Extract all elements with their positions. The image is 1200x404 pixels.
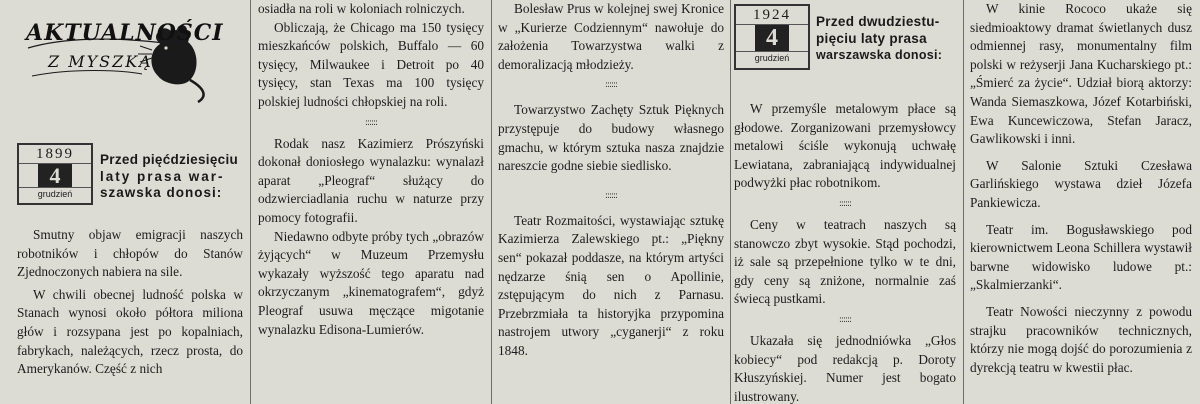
article-paragraph: Teatr im. Bogusławskiego pod kierownictwem Leona Schillera wystawił barwne widowisko ludowe pt.: „Skalmierzanki“.: [970, 221, 1192, 293]
date-month: grudzień: [19, 187, 91, 201]
column-5: [970, 0, 1192, 404]
heading-1924: [816, 14, 956, 64]
date-box-1899: [17, 143, 93, 205]
article-paragraph: W kinie Rococo ukaże się siedmioaktowy dramat świetlanych dusz odmiennej rasy, monumentalny film polski w reżyserji Jana Kucharskiego pt.: „Śmierć za życie“. Udział biorą aktorzy: Wanda Siemaszkowa, Józef Kotarbiński, Ewa Kuncewiczowa, Stefan Jaracz, Gawlikowski i inni.: [970, 1, 1192, 147]
date-year: 1899: [19, 145, 91, 164]
article-paragraph: Smutny objaw emigracji naszych robotników i chłopów do Stanów Zjednoczonych nabiera na sile.: [17, 227, 243, 280]
masthead-logo: [22, 4, 224, 112]
article-paragraph: Teatr Rozmaitości, wystawiając sztukę Kazimierza Zalewskiego pt.: „Piękny sen“ pokazał poddasze, na którym artyści nędzarze śnią sen o Apollinie, zstępującym do nich z Parnasu. Przebrzmiała ta historyjka przypomina nastrojem utwory „cyganerji“ z roku 1848.: [498, 212, 724, 358]
article-paragraph: Ukazała się jednodniówka „Głos kobiecy“ pod redakcją p. Doroty Kłuszyńskiej. Numer jest bogato ilustrowany.: [734, 332, 956, 404]
article-paragraph: Towarzystwo Zachęty Sztuk Pięknych przystępuje do budowy własnego gmachu, w którym sztuka nasza znajdzie nareszcie godne siebie siedlisko.: [498, 102, 724, 174]
column-3: [498, 0, 724, 404]
article-paragraph: Obliczają, że Chicago ma 150 tysięcy mieszkańców polskich, Buffalo — 60 tysięcy, Milwaukee i Detroit po 40 tysięcy, stan Texas ma 100 tysięcy polskiej ludności chłopskiej na roli.: [258, 19, 484, 109]
date-day: 4: [38, 164, 72, 187]
column-4: [734, 100, 956, 404]
separator: ::::::: [838, 314, 852, 325]
heading-line: Przed pięćdziesięciu: [100, 152, 239, 167]
column-1: [17, 226, 243, 404]
separator: ::::::: [838, 198, 852, 209]
separator: ::::::: [604, 80, 618, 91]
date-year: 1924: [736, 6, 808, 25]
date-box-1924: [734, 4, 810, 70]
article-paragraph: W Salonie Sztuki Czesława Garlińskiego wystawa dzieł Józefa Pankiewicza.: [970, 157, 1192, 210]
article-paragraph: Ceny w teatrach naszych są stanowczo zbyt wysokie. Stąd pochodzi, iż sale są przepełnione tylko w te dni, gdy ceny są zniżone, normalnie zaś świecą pustkami.: [734, 216, 956, 307]
article-paragraph: W przemyśle metalowym płace są głodowe. Zorganizowani przemysłowcy metalowi ściśle wykonują uchwałę Lewiatana, zabraniającą indywidualnej podwyżki płac robotnikom.: [734, 101, 956, 191]
article-paragraph: osiadła na roli w koloniach rolniczych.: [258, 1, 465, 16]
masthead-title: AKTUALNOŚCI: [26, 20, 224, 46]
heading-line: pięciu laty prasa: [816, 30, 927, 46]
column-rule: [491, 0, 492, 404]
masthead-subtitle: Z MYSZKĄ: [48, 52, 153, 71]
article-paragraph: Bolesław Prus w kolejnej swej Kronice w „Kurierze Codziennym“ nawołuje do założenia Towarzystwa walki z demoralizacją młodzieży.: [498, 1, 724, 72]
article-paragraph: Rodak nasz Kazimierz Prószyński dokonał doniosłego wynalazku: wynalazł aparat „Pleograf“ służący do odzwierciadlania ruchu w naturze przy pomocy fotografii.: [258, 135, 484, 225]
article-paragraph: Teatr Nowości nieczynny z powodu strajku pracowników technicznych, którzy nie mogą dojść do porozumienia z dyrekcją teatru w kwestii płac.: [970, 303, 1192, 375]
heading-line: warszawska donosi:: [816, 48, 943, 62]
date-day: 4: [755, 25, 789, 51]
separator: ::::::: [364, 117, 378, 128]
separator: ::::::: [604, 190, 618, 201]
date-month: grudzień: [736, 51, 808, 65]
heading-1899: [100, 152, 240, 202]
column-rule: [250, 0, 251, 404]
column-rule: [963, 0, 964, 404]
column-rule: [730, 0, 731, 404]
heading-line: szawska donosi:: [100, 185, 223, 200]
heading-line: Przed dwudziestu-: [816, 14, 940, 29]
article-paragraph: Niedawno odbyte próby tych „obrazów żyjących“ w Muzeum Przemysłu wykazały wyższość tego aparatu nad okrzyczanym „kinematografem“, gdyż Pleograf usuwa męczące migotanie wynalazku Edisona-Lumierów.: [258, 228, 484, 337]
article-paragraph: W chwili obecnej ludność polska w Stanach wynosi około półtora miliona głów i rozsypana jest po kopalniach, fabrykach, należących, rzecz prosta, do Amerykanów. Część z nich: [17, 286, 243, 377]
column-2: [258, 0, 484, 404]
heading-line: laty prasa war-: [100, 168, 225, 184]
